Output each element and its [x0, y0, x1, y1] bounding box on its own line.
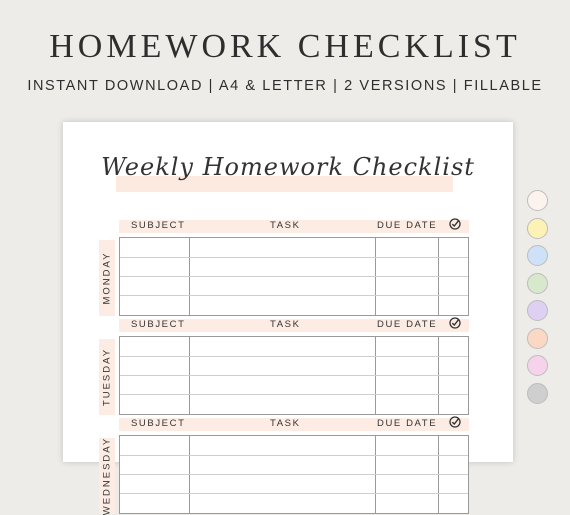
- color-swatch[interactable]: [527, 273, 548, 294]
- subject-header: SUBJECT: [131, 220, 186, 231]
- day-label-monday: MONDAY: [101, 251, 113, 305]
- task-header: TASK: [270, 319, 301, 330]
- check-circle-icon: [449, 317, 461, 329]
- check-circle-icon: [449, 416, 461, 428]
- task-grid[interactable]: [119, 336, 469, 415]
- task-header: TASK: [270, 220, 301, 231]
- color-swatch[interactable]: [527, 328, 548, 349]
- subject-header: SUBJECT: [131, 319, 186, 330]
- due-date-header: DUE DATE: [377, 418, 438, 429]
- sheet-title: Weekly Homework Checklist: [101, 153, 475, 181]
- color-swatch[interactable]: [527, 245, 548, 266]
- day-label-tuesday: TUESDAY: [101, 347, 113, 407]
- color-swatch[interactable]: [527, 300, 548, 321]
- due-date-header: DUE DATE: [377, 319, 438, 330]
- day-tab: [99, 339, 115, 415]
- color-swatch-list: [527, 190, 551, 410]
- task-grid[interactable]: [119, 237, 469, 316]
- check-circle-icon: [449, 218, 461, 230]
- product-subtitle: INSTANT DOWNLOAD | A4 & LETTER | 2 VERSIONS | FILLABLE: [27, 78, 543, 94]
- due-date-header: DUE DATE: [377, 220, 438, 231]
- checklist-sheet: [63, 122, 513, 515]
- day-tab: [99, 240, 115, 316]
- color-swatch[interactable]: [527, 190, 548, 211]
- color-swatch[interactable]: [527, 218, 548, 239]
- task-header: TASK: [270, 418, 301, 429]
- color-swatch[interactable]: [527, 355, 548, 376]
- color-swatch[interactable]: [527, 383, 548, 404]
- day-tab: [99, 438, 115, 514]
- day-label-wednesday: WEDNESDAY: [101, 436, 113, 515]
- subject-header: SUBJECT: [131, 418, 186, 429]
- product-title: HOMEWORK CHECKLIST: [49, 28, 521, 65]
- task-grid[interactable]: [119, 435, 469, 514]
